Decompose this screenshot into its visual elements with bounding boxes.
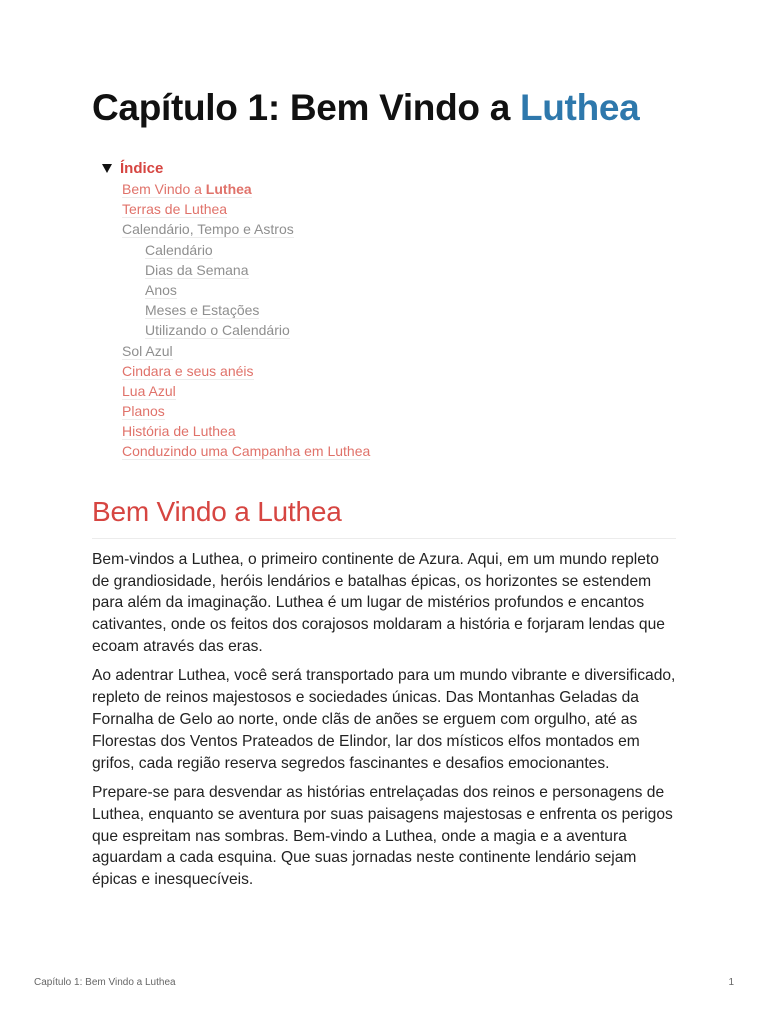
toc-link-cindara[interactable]: Cindara e seus anéis	[122, 362, 254, 379]
toc-link-terras[interactable]: Terras de Luthea	[122, 201, 228, 218]
toc-link-label-pre: Bem Vindo a	[122, 181, 206, 197]
table-of-contents	[92, 157, 676, 462]
toc-link-meses-estacoes[interactable]: Meses e Estações	[145, 302, 260, 319]
chapter-title-main: Capítulo 1: Bem Vindo a	[92, 87, 520, 128]
toc-link-sol-azul[interactable]: Sol Azul	[122, 342, 173, 359]
toc-link-label-bold: Luthea	[205, 181, 252, 197]
paragraph: Bem-vindos a Luthea, o primeiro continente de Azura. Aqui, em um mundo repleto de grandiosidade, heróis lendários e batalhas épicas, os horizontes se estendem para além da imaginação. Luthea é um lugar de mistérios profundos e encantos cativantes, onde os feitos dos corajosos moldaram a história e forjaram lendas que ecoam através das eras.	[92, 550, 665, 656]
document-page	[92, 82, 676, 891]
toc-item	[122, 280, 676, 300]
footer-chapter-title: Capítulo 1: Bem Vindo a Luthea	[34, 977, 176, 988]
toc-item	[122, 260, 676, 280]
toc-link-utilizando-calendario[interactable]: Utilizando o Calendário	[145, 322, 290, 339]
toc-link-planos[interactable]: Planos	[122, 403, 165, 420]
toc-list	[102, 179, 676, 462]
toc-link-anos[interactable]: Anos	[145, 281, 177, 298]
toc-link-bem-vindo[interactable]	[122, 181, 252, 198]
toc-item	[122, 441, 676, 461]
toc-item	[122, 361, 676, 381]
toc-item	[122, 240, 676, 260]
disclosure-triangle-icon[interactable]	[102, 164, 112, 173]
toc-item	[122, 179, 676, 199]
toc-item	[122, 421, 676, 441]
paragraph: Prepare-se para desvendar as histórias entrelaçadas dos reinos e personagens de Luthea, enquanto se aventura por suas paisagens majestosas e enfrenta os perigos que espreitam nas sombras. Bem-vindo a Luthea, onde a magia e a aventura aguardam a cada esquina. Que suas jornadas neste continente lendário sejam épicas e inesquecíveis.	[92, 783, 673, 889]
toc-item	[122, 341, 676, 361]
toc-toggle[interactable]	[102, 157, 676, 179]
toc-heading: Índice	[120, 159, 164, 177]
toc-item	[122, 199, 676, 219]
toc-item	[122, 300, 676, 320]
toc-item	[122, 219, 676, 239]
toc-item	[122, 320, 676, 340]
footer-page-number: 1	[728, 977, 734, 988]
chapter-title	[92, 82, 676, 134]
toc-link-dias-semana[interactable]: Dias da Semana	[145, 261, 249, 278]
toc-link-historia[interactable]: História de Luthea	[122, 423, 236, 440]
toc-item	[122, 381, 676, 401]
toc-link-calendario[interactable]: Calendário	[145, 241, 213, 258]
section-title: Bem Vindo a Luthea	[92, 492, 676, 539]
toc-item	[122, 401, 676, 421]
toc-link-calendario-tempo-astros[interactable]: Calendário, Tempo e Astros	[122, 221, 294, 238]
toc-link-conduzindo-campanha[interactable]: Conduzindo uma Campanha em Luthea	[122, 443, 371, 460]
paragraph: Ao adentrar Luthea, você será transportado para um mundo vibrante e diversificado, repleto de reinos majestosos e sociedades únicas. Das Montanhas Geladas da Fornalha de Gelo ao norte, onde clãs de anões se erguem com orgulho, até as Florestas dos Ventos Prateados de Elindor, lar dos místicos elfos montados em grifos, cada região reserva segredos fascinantes e desafios emocionantes.	[92, 667, 676, 772]
toc-link-lua-azul[interactable]: Lua Azul	[122, 382, 176, 399]
chapter-title-accent: Luthea	[519, 87, 640, 128]
